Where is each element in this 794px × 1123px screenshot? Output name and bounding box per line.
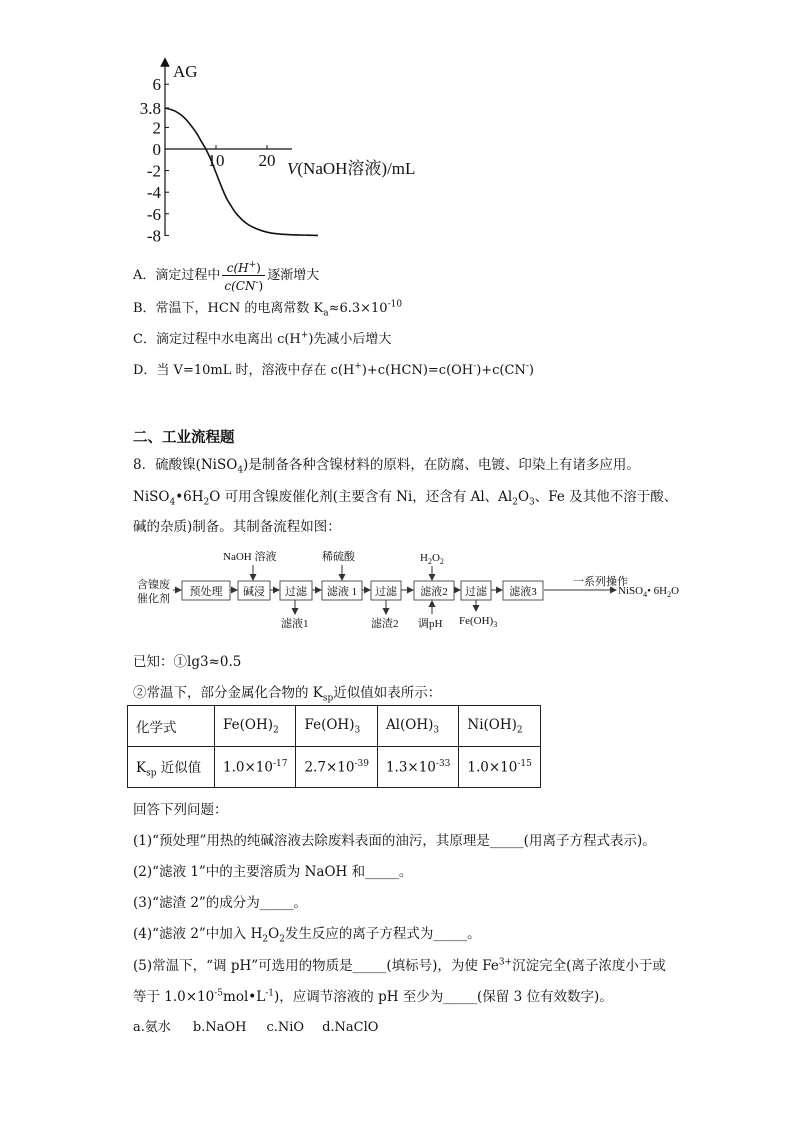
q8-line2-d: O [517, 489, 530, 505]
row-label-sub: sp [146, 768, 157, 779]
q8-line2-a: NiSO [133, 489, 170, 505]
question-5-choices [133, 1016, 378, 1035]
answer-intro: 回答下列问题： [133, 802, 228, 818]
flow-adjust-ph-label: 调pH [418, 618, 443, 630]
row-label-rest: 近似值 [156, 759, 202, 776]
option-d-sup2: - [473, 361, 477, 372]
ksp-compound-3 [377, 706, 458, 747]
choice-b: b.NaOH [192, 1020, 247, 1035]
ksp-value-1 [215, 747, 296, 788]
ksp-row-label [128, 747, 215, 788]
q4-c: 发生反应的离子方程式为_____。 [284, 926, 481, 942]
option-a-prefix: A．滴定过程中 [133, 268, 221, 283]
ksp-value-2 [296, 747, 377, 788]
question-1: (1)“预处理”用热的纯碱溶液去除废料表面的油污，其原理是_____(用离子方程式表示)。 [133, 833, 656, 849]
q5-line2-c: )，应调节溶液的 pH 至少为_____(保留 3 位有效数字)。 [274, 989, 613, 1005]
value-sup: -33 [435, 758, 451, 769]
compound-sub: 3 [354, 725, 361, 736]
h2o2-o: O [431, 552, 440, 564]
option-d-text3: )+c(CN [476, 363, 526, 378]
known-1: 已知：①lg3≈0.5 [133, 654, 242, 670]
q4-sub2: 2 [279, 934, 285, 945]
flow-box-label: 碱浸 [243, 586, 265, 598]
option-a-suffix: 逐渐增大 [267, 268, 320, 283]
compound-sub: 3 [433, 725, 440, 736]
x-tick-label: 10 [207, 151, 225, 170]
value-sup: -17 [272, 758, 288, 769]
flow-feoh3-label [459, 615, 497, 629]
known-2-sub: sp [322, 693, 334, 704]
value-sup: -15 [517, 758, 532, 769]
q8-line2-b: •6H [175, 489, 204, 505]
flow-box-label: 滤液 1 [326, 586, 358, 598]
product-b: • 6H [647, 585, 668, 597]
ksp-compound-2 [296, 706, 377, 747]
num-close: ) [256, 261, 261, 275]
question-4 [133, 922, 481, 945]
option-c-text: C．滴定过程中水电离出 c(H [133, 332, 301, 347]
q8-line2-sub2: 2 [203, 497, 210, 508]
ksp-value-3 [377, 747, 458, 788]
q4-b: O [268, 926, 280, 942]
value-sup: -39 [354, 758, 369, 769]
flow-box-label: 预处理 [189, 586, 223, 598]
flow-naoh-label: NaOH 溶液 [223, 551, 277, 563]
option-d-sup1: + [354, 361, 362, 372]
known-2-a: ②常温下，部分金属化合物的 K [133, 685, 323, 701]
q8-line2-c: O 可用含镍废催化剂(主要含有 Ni，还含有 Al、Al [209, 489, 513, 505]
ksp-compound-4 [459, 706, 540, 747]
flow-box-label: 过滤 [375, 586, 397, 598]
choice-a: a.氨水 [133, 1020, 171, 1035]
q8-line2-sub4: 3 [529, 497, 535, 508]
den-close: ) [258, 279, 264, 293]
option-d-text: D．当 V=10mL 时，溶液中存在 c(H [133, 363, 355, 378]
ksp-header-row [128, 706, 541, 747]
y-tick-label: 2 [152, 118, 161, 138]
value-text: 1.0×10 [223, 759, 273, 776]
option-d-text4: ) [528, 363, 534, 378]
y-tick-label: -8 [146, 226, 161, 246]
value-text: 1.0×10 [467, 759, 518, 776]
ksp-value-4 [459, 747, 540, 788]
x-axis-label-v: V [287, 159, 298, 178]
h2o2-sub2: 2 [439, 557, 444, 566]
option-c-sup: + [300, 330, 309, 341]
num-text: c(H [226, 261, 249, 275]
option-b-sub: a [323, 308, 329, 319]
compound-text: Al(OH) [385, 716, 434, 733]
flow-box-label: 滤液2 [420, 586, 448, 598]
option-b-text2: ≈6.3×10 [328, 301, 388, 316]
question-2: (2)“滤液 1”中的主要溶质为 NaOH 和_____。 [133, 864, 413, 880]
q4-a: (4)“滤液 2”中加入 H [133, 926, 263, 942]
ksp-compound-1 [215, 706, 296, 747]
product-a: NiSO [618, 585, 644, 597]
flow-h2o2-label [420, 552, 444, 566]
q5-line2-b: mol•L [223, 989, 266, 1005]
flow-acid-label: 稀硫酸 [322, 551, 355, 563]
q8-line1-sub: 4 [237, 465, 244, 476]
product-sub2: 2 [667, 590, 672, 599]
flow-product-label [618, 585, 679, 599]
option-b-sup: -10 [387, 299, 403, 310]
y-tick-label: -4 [146, 183, 161, 203]
q5-line2-sup2: -1 [265, 988, 275, 999]
x-axis-label-rest: (NaOH溶液)/mL [297, 159, 416, 178]
flow-box-label: 滤液3 [509, 586, 537, 598]
den-sup: - [255, 278, 259, 288]
y-tick-label: -6 [146, 204, 161, 224]
den-text: c(CN [224, 279, 256, 293]
h2o2-h: H [420, 552, 428, 564]
row-label-k: K [136, 759, 147, 776]
ksp-table [127, 705, 541, 788]
h2o2-sub1: 2 [427, 557, 432, 566]
flow-residue2-label: 滤渣2 [371, 618, 399, 630]
flow-filtrate1-label: 滤液1 [281, 618, 309, 630]
compound-text: Ni(OH) [467, 716, 517, 733]
q5-b: 沉淀完全(离子浓度小于或 [512, 958, 666, 974]
flow-box-label: 过滤 [285, 586, 307, 598]
choice-c: c.NiO [266, 1020, 305, 1035]
product-c: O [671, 585, 680, 597]
question-5-line1 [133, 954, 666, 974]
num-sup: + [248, 260, 257, 270]
y-axis-label: AG [173, 62, 198, 81]
y-tick-label: -2 [146, 161, 161, 181]
value-text: 2.7×10 [304, 759, 355, 776]
question-3: (3)“滤渣 2”的成分为_____。 [133, 895, 308, 911]
section-title: 二、工业流程题 [133, 429, 235, 446]
known-2-b: 近似值如表所示： [333, 685, 442, 701]
feoh3-text: Fe(OH) [459, 615, 494, 627]
ksp-header-label: 化学式 [128, 706, 215, 747]
y-tick-label: 6 [152, 75, 161, 95]
q8-line1-b: )是制备各种含镍材料的原料，在防腐、电镀、印染上有诸多应用。 [243, 457, 640, 473]
y-tick-label: 3.8 [139, 98, 161, 118]
compound-text: Fe(OH) [223, 716, 273, 733]
feoh3-sub: 3 [493, 620, 498, 629]
q8-line2-sub3: 2 [512, 497, 518, 508]
flow-start-line1: 含镍废 [137, 579, 170, 591]
q8-line2-sub1: 4 [169, 497, 176, 508]
option-c-text2: )先减小后增大 [308, 332, 392, 347]
choice-d: d.NaClO [322, 1020, 379, 1035]
q8-line3: 碱的杂质)制备。其制备流程如图： [133, 519, 341, 535]
q8-line2-e: 、Fe 及其他不溶于酸、 [534, 489, 678, 505]
value-text: 1.3×10 [385, 759, 436, 776]
question-5-line2 [133, 985, 613, 1005]
option-d-text2: )+c(HCN)=c(OH [361, 363, 474, 378]
compound-text: Fe(OH) [304, 716, 355, 733]
flow-start-line2: 催化剂 [137, 593, 170, 605]
flow-series-ops-label: 一系列操作 [573, 576, 628, 588]
q8-line1-a: 8．硫酸镍(NiSO [133, 457, 238, 473]
q5-line2-sup1: -5 [214, 988, 224, 999]
y-tick-label: 0 [152, 140, 161, 159]
flow-box-label: 过滤 [465, 586, 487, 598]
compound-sub: 2 [516, 725, 523, 736]
q4-sub1: 2 [262, 934, 269, 945]
ksp-value-row [128, 747, 541, 788]
compound-sub: 2 [273, 725, 279, 736]
product-sub: 4 [643, 590, 648, 599]
x-tick-label: 20 [258, 151, 276, 170]
option-d-sup3: - [525, 361, 529, 372]
q5-line2-a: 等于 1.0×10 [133, 989, 215, 1005]
q5-a: (5)常温下，“调 pH”可选用的物质是_____(填标号)，为使 Fe [133, 958, 499, 974]
option-b-text: B．常温下，HCN 的电离常数 K [133, 301, 324, 316]
q5-sup: 3+ [498, 957, 513, 968]
known-2 [133, 681, 441, 704]
